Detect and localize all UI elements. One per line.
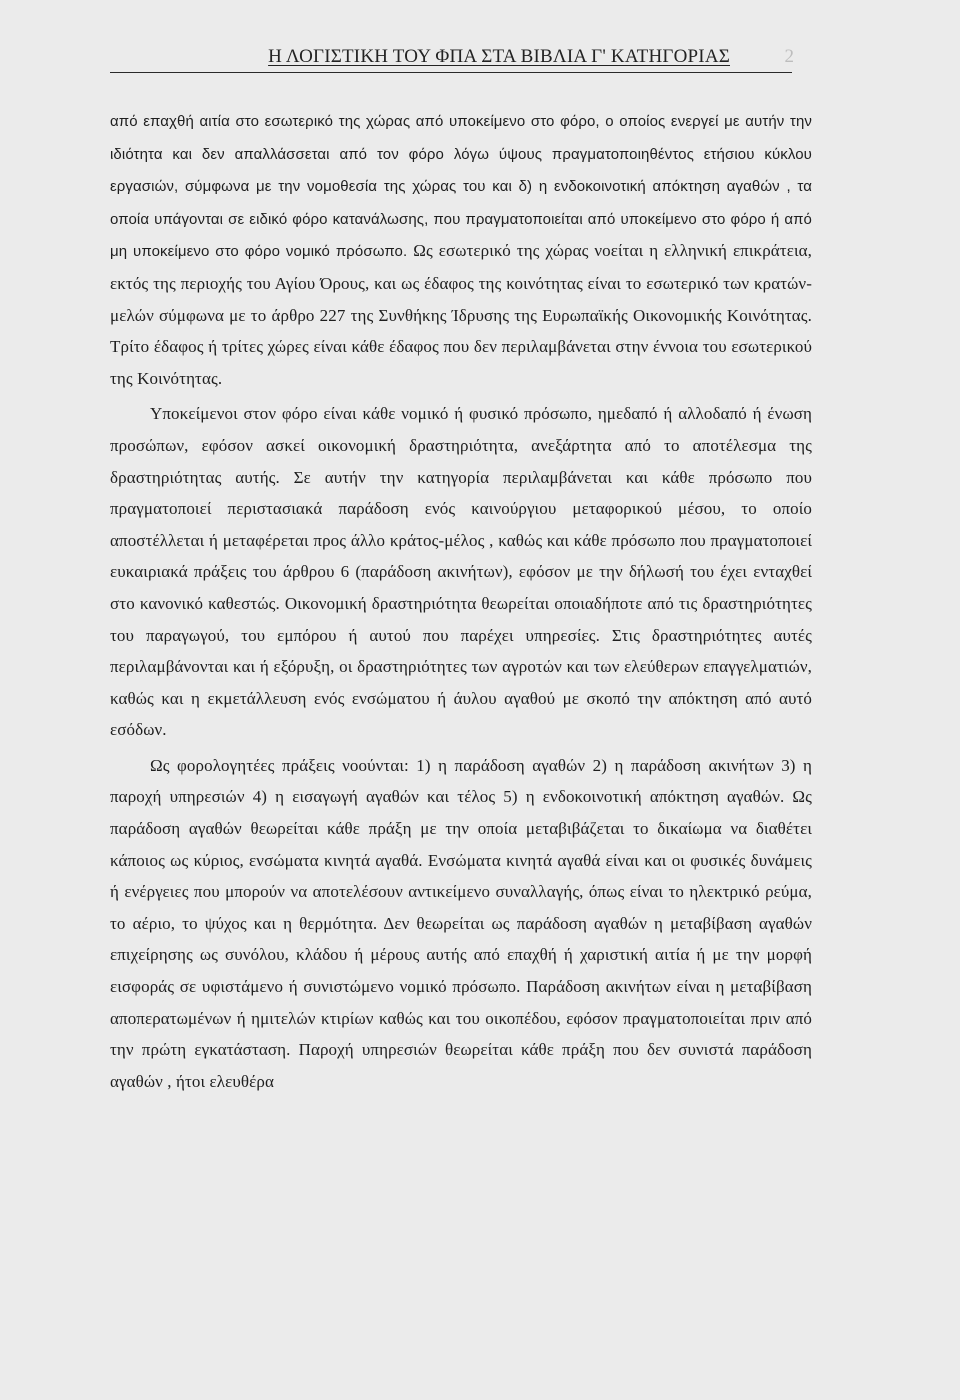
paragraph-2: Υποκείμενοι στον φόρο είναι κάθε νομικό ή φυσικό πρόσωπο, ημεδαπό ή αλλοδαπό ή ένωση προσώπων, εφόσον ασκεί οικονομική δραστηριότητα, ανεξάρτητα από το αποτέλεσμα της δραστηριότητας αυτής. Σε αυτήν την κατηγορία περιλαμβάνεται και κάθε πρόσωπο που πραγματοποιεί περιστασιακά παράδοση ενός καινούργιου μεταφορικού μέσου, το οποίο αποστέλλεται ή μεταφέρεται προς άλλο κράτος-μέλος , καθώς και κάθε πρόσωπο που πραγματοποιεί ευκαιριακά πράξεις του άρθρου 6 (παράδοση ακινήτων), εφόσον με την δήλωσή του έχει ενταχθεί στο κανονικό καθεστώς. Οικονομική δραστηριότητα θεωρείται οποιαδήποτε από τις δραστηριότητες του παραγωγού, του εμπόρου ή αυτού που παρέχει υπηρεσίες. Στις δραστηριότητες αυτές περιλαμβάνονται και ή εξόρυξη, οι δραστηριότητες των αγροτών και των ελεύθερων επαγγελματιών, καθώς και η εκμετάλλευση ενός ενσώματου ή άυλου αγαθού με σκοπό την απόκτηση από αυτό εσόδων. <box>110 404 812 740</box>
page-number: 2 <box>784 46 794 67</box>
paragraph-1-serif-part: Ως εσωτερικό της χώρας νοείται η ελληνική επικράτεια, εκτός της περιοχής του Αγίου Όρους, και ως έδαφος της κοινότητας είναι το εσωτερικό των κρατών-μελών σύμφωνα με το άρθρο 227 της Συνθήκης Ίδρυσης της Ευρωπαϊκής Οικονομικής Κοινότητας. Τρίτο έδαφος ή τρίτες χώρες είναι κάθε έδαφος που δεν περιλαμβάνεται στην έννοια του εσωτερικού της Κοινότητας. <box>110 241 812 388</box>
header-title: Η ΛΟΓΙΣΤΙΚΗ ΤΟΥ ΦΠΑ ΣΤΑ ΒΙΒΛΙΑ Γ' ΚΑΤΗΓΟΡΙΑΣ <box>268 46 730 67</box>
body-text <box>110 105 812 1097</box>
paragraph-3: Ως φορολογητέες πράξεις νοούνται: 1) η παράδοση αγαθών 2) η παράδοση ακινήτων 3) η παροχή υπηρεσιών 4) η εισαγωγή αγαθών και τέλος 5) η ενδοκοινοτική απόκτηση αγαθών. Ως παράδοση αγαθών θεωρείται κάθε πράξη με την οποία μεταβιβάζεται το δικαίωμα να διαθέτει κάποιος ως κύριος, ενσώματα κινητά αγαθά. Ενσώματα κινητά αγαθά είναι και οι φυσικές δυνάμεις ή ενέργειες που μπορούν να αποτελέσουν αντικείμενο συναλλαγής, όπως είναι το ηλεκτρικό ρεύμα, το αέριο, το ψύχος και η θερμότητα. Δεν θεωρείται ως παράδοση αγαθών η μεταβίβαση αγαθών επιχείρησης ως συνόλου, κλάδου ή μέρους αυτής από επαχθή ή χαριστική αιτία ή με την μορφή εισφοράς σε υφιστάμενο ή συνιστώμενο νομικό πρόσωπο. Παράδοση ακινήτων είναι η μεταβίβαση αποπερατωμένων ή ημιτελών κτιρίων καθώς και του οικοπέδου, εφόσον πραγματοποιείται πριν από την πρώτη εγκατάσταση. Παροχή υπηρεσιών θεωρείται κάθε πράξη που δεν συνιστά παράδοση αγαθών , ήτοι ελευθέρα <box>110 755 812 1091</box>
running-header <box>110 44 792 73</box>
paragraph-1-sans-part: από επαχθή αιτία στο εσωτερικό της χώρας από υποκείμενο στο φόρο, ο οποίος ενεργεί με αυτήν την ιδιότητα και δεν απαλλάσσεται από τον φόρο λόγω ύψους πραγματοποιηθέντος ετήσιου κύκλου εργασιών, σύμφωνα με την νομοθεσία της χώρας του και δ) η ενδοκοινοτική απόκτηση αγαθών , τα οποία υπάγονται σε ειδικό φόρο κατανάλωσης, που πραγματοποιείται από υποκείμενο στο φόρο ή από μη υποκείμενο στο φόρο νομικό πρόσωπο. <box>110 113 812 261</box>
paragraph-1 <box>110 105 812 394</box>
